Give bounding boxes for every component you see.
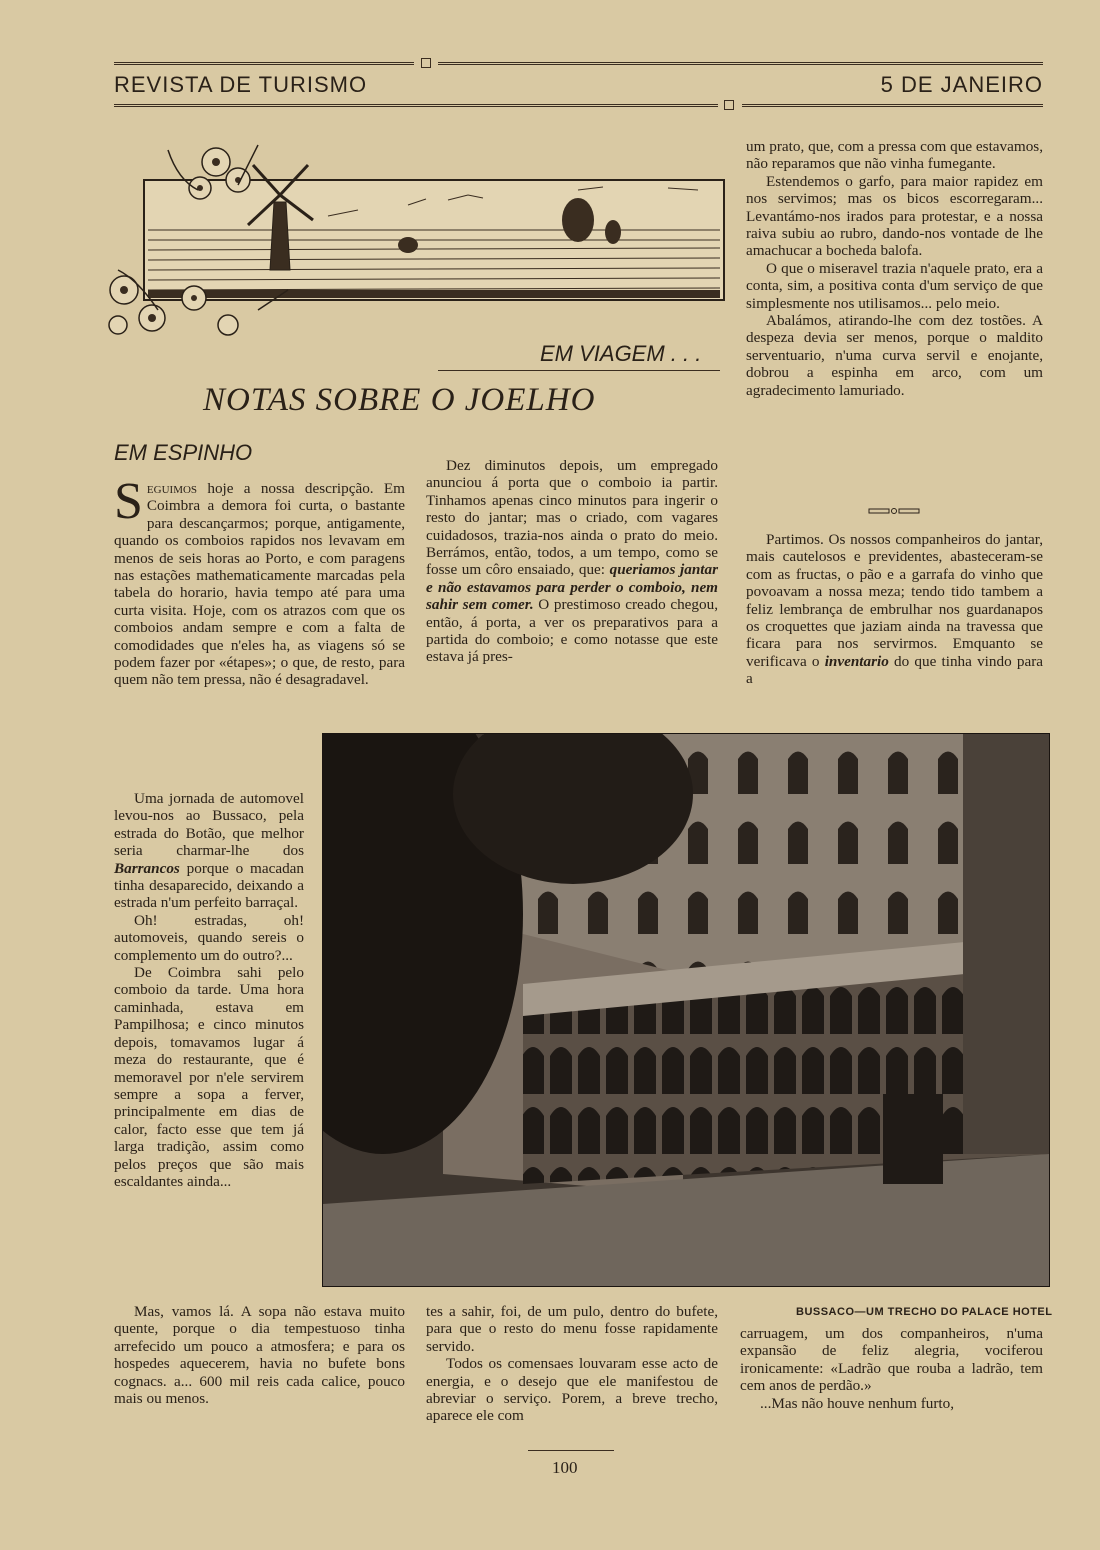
header-ornament-square-2 <box>724 100 734 110</box>
header-rule-bottom-left <box>114 104 718 107</box>
paragraph-1: hoje a nossa descripção. Em Coimbra a demora foi curta, o bastante para descançarmos; porque, antigamente, quando os comboios rapidos nos levavam em menos de seis horas ao Porto, e com paragens nas estações mathematicamente marcadas pela tabela do horario, havia tempo até para uma curta visita. Hoje, com os atrazos com que os comboios andam sempre e com a falta de comodidades que n'eles ha, as viagens só se podem fazer por «étapes»; o que, de resto, para quem não tem pressa, não é desagradavel. <box>114 480 405 689</box>
footer-rule <box>528 1450 614 1451</box>
section-divider-ornament <box>868 506 920 516</box>
col3-emphasis: inventario <box>824 652 889 670</box>
col2-paragraph-2: tes a sahir, foi, de um pulo, dentro do bufete, para que o resto do menu fosse rapidamente servido. <box>426 1303 718 1355</box>
paragraph-3: Oh! estradas, oh! automoveis, quando sereis o complemento um do outro?... <box>114 911 304 964</box>
col3-paragraph-5b: do que tinha vindo para a <box>746 652 1043 688</box>
paragraph-2-emphasis: Barrancos <box>114 859 180 877</box>
article-subtitle: EM ESPINHO <box>114 440 253 465</box>
kicker-rule <box>438 370 720 371</box>
paragraph-5: Mas, vamos lá. A sopa não estava muito quente, porque o dia tempestuoso tinha arrefecido um pouco a atmosfera; e para os hospedes aquecerem, havia no bufete bons cognacs. a... 600 mil reis cada calice, pouco mais ou menos. <box>114 1303 405 1408</box>
column-1-narrow <box>114 790 304 1190</box>
column-3-top <box>746 138 1043 399</box>
paragraph-4: De Coimbra sahi pelo comboio da tarde. Uma hora caminhada, estava em Pampilhosa; e cinco minutos depois, tomavamos lugar á meza do restaurante, que é memoravel por n'ele servirem sempre a sopa a ferver, principalmente em dias de calor, facto esse que tem já larga tradição, assim como pelos preços que são mais escaldantes ainda... <box>114 964 304 1190</box>
drop-cap: S <box>114 473 143 530</box>
photo-caption: BUSSACO—UM TRECHO DO PALACE HOTEL <box>796 1306 1053 1318</box>
page-number: 100 <box>552 1458 578 1477</box>
column-2-top <box>426 457 718 666</box>
col2-paragraph-3: Todos os comensaes louvaram esse acto de energia, e o desejo que ele manifestou de abreviar o serviço. Porem, a breve trecho, aparece ele com <box>426 1355 718 1425</box>
col3-paragraph-4: Abalámos, atirando-lhe com dez tostões. A despeza devia ser menos, porque o maldito serventuario, n'uma curva servil e enojante, dobrou a espinha em arco, com um agradecimento lamuriado. <box>746 312 1043 399</box>
palace-hotel-illustration <box>323 734 1049 1286</box>
col3-paragraph-7: ...Mas não houve nenhum furto, <box>760 1394 955 1412</box>
first-word: eguimos <box>146 480 198 497</box>
column-1-bottom <box>114 1303 405 1407</box>
header-rule-right <box>438 62 1043 65</box>
col3-paragraph-5a: Partimos. Os nossos companheiros do jantar, mais cautelosos e previdentes, abasteceram-se com as fructas, o pão e a garrafa do vinho que povoavam a nossa meza; tendo tido tambem a feliz lembrança de embrulhar nos guardanapos os croquettes que jaziam ainda na travessa que ficara para nos servirmos. Emquanto se verificava o <box>746 531 1043 670</box>
article-title: NOTAS SOBRE O JOELHO <box>203 382 596 418</box>
publication-name: REVISTA DE TURISMO <box>114 72 368 97</box>
palace-hotel-photograph <box>322 733 1050 1287</box>
windmill-landscape-engraving <box>108 140 728 340</box>
section-kicker: EM VIAGEM . . . <box>540 341 702 366</box>
col2-emphasis: queriamos jantar e não estavamos para perder o comboio, nem sahir sem comer. <box>426 561 718 614</box>
header-rule-bottom-right <box>742 104 1043 107</box>
col3-paragraph-6: carruagem, um dos companheiros, n'uma expansão de feliz alegria, vociferou ironicamente: «Ladrão que rouba a ladrão, tem cem anos de perdão.» <box>740 1325 1043 1395</box>
col3-paragraph-3: O que o miseravel trazia n'aquele prato, era a conta, sim, a positiva conta d'um serviço de que simplesmente nos utilisamos... pelo meio. <box>746 259 1043 312</box>
issue-date: 5 DE JANEIRO <box>880 72 1043 97</box>
column-3-bottom <box>740 1325 1043 1412</box>
col2-paragraph-1b: O prestimoso creado chegou, então, á porta, a ver os preparativos para a partida do comboio; e como notasse que este estava já pres- <box>426 596 718 666</box>
header-ornament-square <box>421 58 431 68</box>
paragraph-2a: Uma jornada de automovel levou-nos ao Bussaco, pela estrada do Botão, que melhor seria charmar-lhe dos <box>114 790 304 860</box>
col3-paragraph-1: um prato, que, com a pressa com que estavamos, não reparamos que não vinha fumegante. <box>746 138 1043 173</box>
column-3-middle <box>746 531 1043 688</box>
paragraph-2b: porque o macadan tinha desaparecido, deixando a estrada n'um perfeito barraçal. <box>114 859 304 912</box>
col3-paragraph-2: Estendemos o garfo, para maior rapidez em nos servimos; mas os bicos escorregaram... Levantámo-nos irados para protestar, e a nossa raiva subiu ao rubro, dando-nos vontade de lhe amachucar a bocheda balofa. <box>746 172 1043 260</box>
col2-paragraph-1a: Dez diminutos depois, um empregado anunciou á porta que o comboio ia partir. Tinhamos apenas cinco minutos para ingerir o resto do jantar; mas o criado, com vagares cuidadosos, trazia-nos ainda o prato do meio. Berrámos, então, todos, a um tempo, como se fosse um côro ensaiado, que: <box>426 457 718 579</box>
header-rule-left <box>114 62 414 65</box>
column-2-bottom <box>426 1303 718 1425</box>
column-1-top <box>114 473 405 712</box>
